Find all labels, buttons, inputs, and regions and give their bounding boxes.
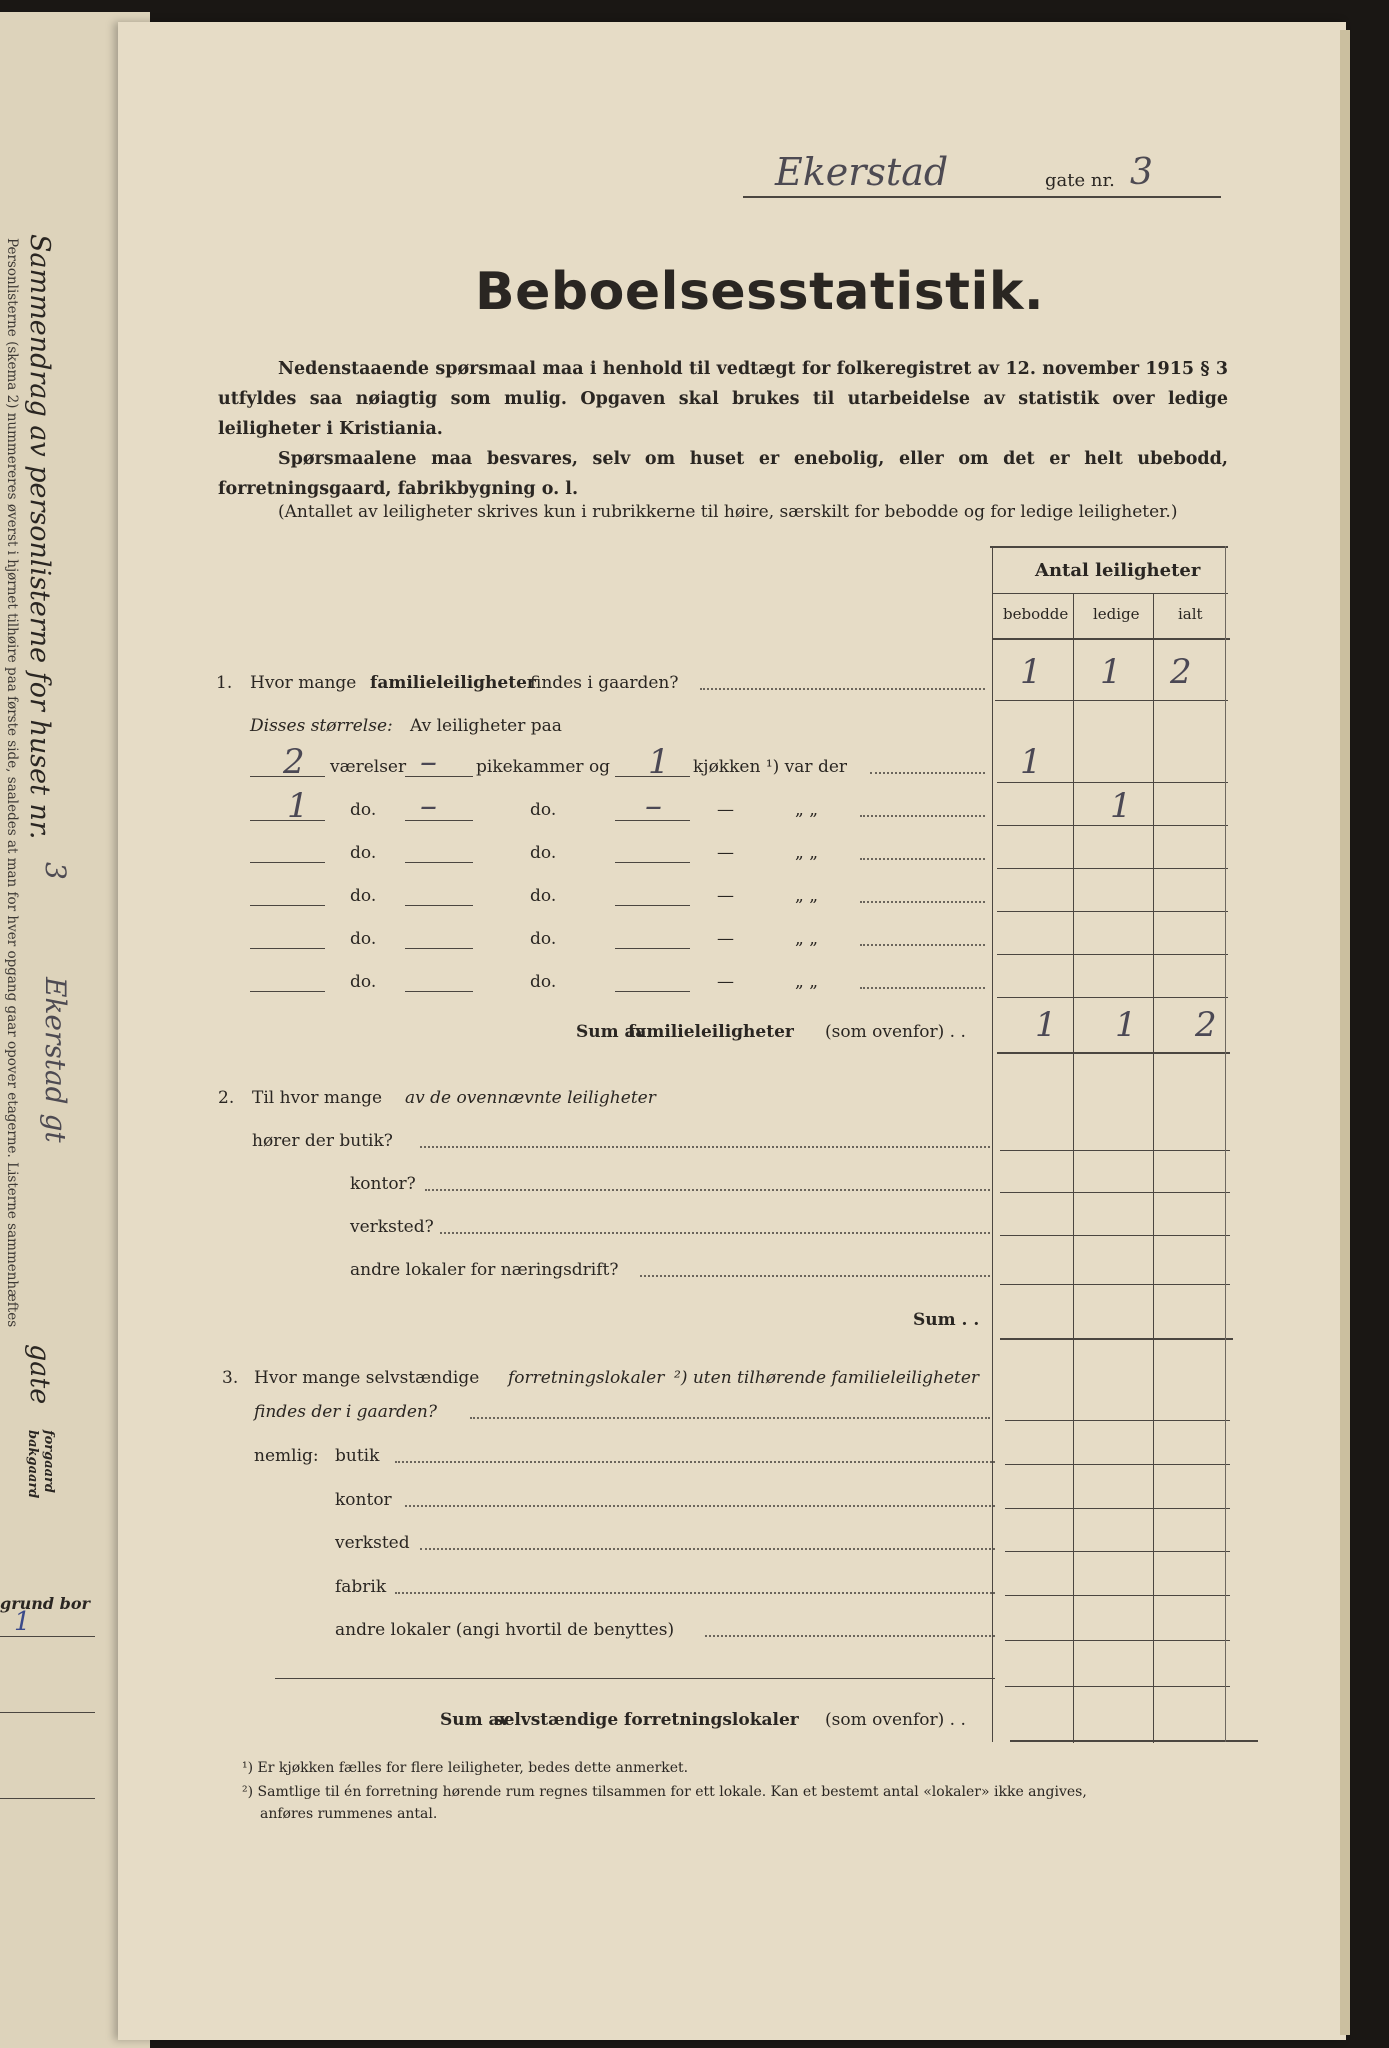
q3-butik: butik [335, 1446, 380, 1466]
q3-text-c: ²) uten tilhørende familieleiligheter [674, 1368, 980, 1388]
row1-kjokken-label: kjøkken ¹) var der [693, 757, 848, 777]
intro-paragraph-1: Nedenstaaende spørsmaal maa i henhold til vedtægt for folkeregistret av 12. november 1915 § 3 utfyldes saa nøiagtig som mulig. Opgaven skal brukes til utarbeidelse av statistik over ledige leiligheter i Kristiania. [218, 359, 1228, 439]
q3-number: 3. [222, 1368, 239, 1388]
q3-text-b: forretningslokaler [508, 1368, 665, 1388]
row3-dash: — [717, 843, 734, 863]
row3-do-1: do. [350, 843, 377, 863]
q2-verksted: verksted? [350, 1217, 434, 1237]
col-ialt-header: ialt [1178, 605, 1203, 623]
q3-verksted: verksted [335, 1533, 410, 1553]
row4-do-1: do. [350, 886, 377, 906]
row4-quote: „ „ [795, 886, 819, 906]
row1-pikekammer-label: pikekammer og [476, 757, 611, 777]
q2-text-b: av de ovennævnte leiligheter [405, 1088, 656, 1108]
q1-sum-label: Sum av [576, 1022, 646, 1042]
q1-text-b: familieleiligheter [370, 673, 536, 693]
street-name-value: Ekerstad [775, 150, 949, 194]
grund-bor-value: 1 [14, 1607, 31, 1637]
q1-bebodde-value: 1 [1020, 652, 1042, 692]
row1-vaerelser-label: værelser [330, 757, 407, 777]
gate-nr-label: gate nr. [1045, 170, 1115, 191]
page-title: Beboelsesstatistik. [475, 262, 1045, 322]
row4-do-2: do. [530, 886, 557, 906]
q2-text-a: Til hvor mange [252, 1088, 383, 1108]
page-edge [1340, 30, 1350, 2035]
q1-ledige-value: 1 [1100, 652, 1122, 692]
col-bebodde-header: bebodde [1003, 605, 1069, 623]
row2-kjokken-value: – [645, 786, 662, 826]
footnote-1: ¹) Er kjøkken fælles for flere leiligheter, bedes dette anmerket. [242, 1760, 689, 1776]
intro-paragraph-2: Spørsmaalene maa besvares, selv om huset er enebolig, eller om det er helt ubebodd, forretningsgaard, fabrikbygning o. l. [218, 449, 1228, 499]
summary-gate: gate [24, 1344, 55, 1405]
row5-quote: „ „ [795, 929, 819, 949]
row3-do-2: do. [530, 843, 557, 863]
q3-text-d: findes der i gaarden? [254, 1402, 437, 1422]
row6-quote: „ „ [795, 972, 819, 992]
row6-dash: — [717, 972, 734, 992]
summary-title: Sammendrag av personlisterne for huset nr. [24, 234, 55, 840]
row6-do-1: do. [350, 972, 377, 992]
footnote-2-cont: anføres rummenes antal. [260, 1806, 438, 1822]
row5-do-1: do. [350, 929, 377, 949]
q3-text-a: Hvor mange selvstændige [254, 1368, 480, 1388]
q1-sum-bold: familieleiligheter [628, 1022, 794, 1042]
q2-butik: hører der butik? [252, 1131, 393, 1151]
q1-sum-tail: (som ovenfor) . . [825, 1022, 966, 1042]
summary-forgaard: forgaard [41, 1430, 56, 1493]
q1-sum-ledige: 1 [1115, 1005, 1137, 1045]
table-group-header: Antal leiligheter [1035, 560, 1201, 581]
row5-dash: — [717, 929, 734, 949]
row1-bebodde-value: 1 [1020, 742, 1042, 782]
row2-quote: „ „ [795, 800, 819, 820]
q1-sizes-text: Av leiligheter paa [410, 716, 562, 736]
q3-sum-b: selvstændige forretningslokaler [494, 1710, 799, 1730]
q2-sum: Sum . . [913, 1310, 980, 1330]
q3-kontor: kontor [335, 1490, 392, 1510]
summary-street-value: Ekerstad gt [39, 977, 72, 1143]
row4-dash: — [717, 886, 734, 906]
q1-sum-bebodde: 1 [1035, 1005, 1057, 1045]
q1-sizes-label: Disses størrelse: [250, 716, 393, 736]
summary-nr-value: 3 [39, 862, 72, 880]
row3-quote: „ „ [795, 843, 819, 863]
row6-do-2: do. [530, 972, 557, 992]
summary-instruction: Personlisterne (skema 2) nummereres øverst i hjørnet tilhøire paa første side, saaledes at man for hver opgang gaar opover etagerne. Listerne sammenhæftes [4, 238, 20, 1328]
q1-text-c: findes i gaarden? [530, 673, 679, 693]
col-ledige-header: ledige [1093, 605, 1140, 623]
row2-do-1: do. [350, 800, 377, 820]
intro-paragraph-3: (Antallet av leiligheter skrives kun i rubrikkerne til høire, særskilt for bebodde og for ledige leiligheter.) [278, 502, 1178, 522]
footnote-2: ²) Samtlige til én forretning hørende rum regnes tilsammen for ett lokale. Kan et bestemt antal «lokaler» ikke angives, [242, 1784, 1087, 1800]
q1-sum-ialt: 2 [1195, 1005, 1217, 1045]
row5-do-2: do. [530, 929, 557, 949]
row2-ledige-value: 1 [1110, 786, 1132, 826]
q2-number: 2. [218, 1088, 235, 1108]
row2-vaerelser-value: 1 [287, 786, 309, 826]
summary-bakgaard: bakgaard [25, 1430, 40, 1499]
q2-kontor: kontor? [350, 1174, 416, 1194]
q1-ialt-value: 2 [1170, 652, 1192, 692]
row1-pikekammer-value: – [420, 742, 437, 782]
row2-pikekammer-value: – [420, 786, 437, 826]
q1-number: 1. [216, 673, 233, 693]
q3-sum-a: Sum av [440, 1710, 510, 1730]
grund-bor-label: grund bor [0, 1594, 90, 1613]
q3-nemlig: nemlig: [254, 1446, 319, 1466]
row1-kjokken-value: 1 [648, 742, 670, 782]
gate-nr-value: 3 [1130, 152, 1153, 193]
row2-do-2: do. [530, 800, 557, 820]
q1-text-a: Hvor mange [250, 673, 357, 693]
q3-andre-lokaler: andre lokaler (angi hvortil de benyttes) [335, 1620, 675, 1640]
row2-dash: — [717, 800, 734, 820]
q2-andre-lokaler: andre lokaler for næringsdrift? [350, 1260, 619, 1280]
row1-vaerelser-value: 2 [283, 742, 305, 782]
q3-fabrik: fabrik [335, 1577, 387, 1597]
q3-sum-c: (som ovenfor) . . [825, 1710, 966, 1730]
